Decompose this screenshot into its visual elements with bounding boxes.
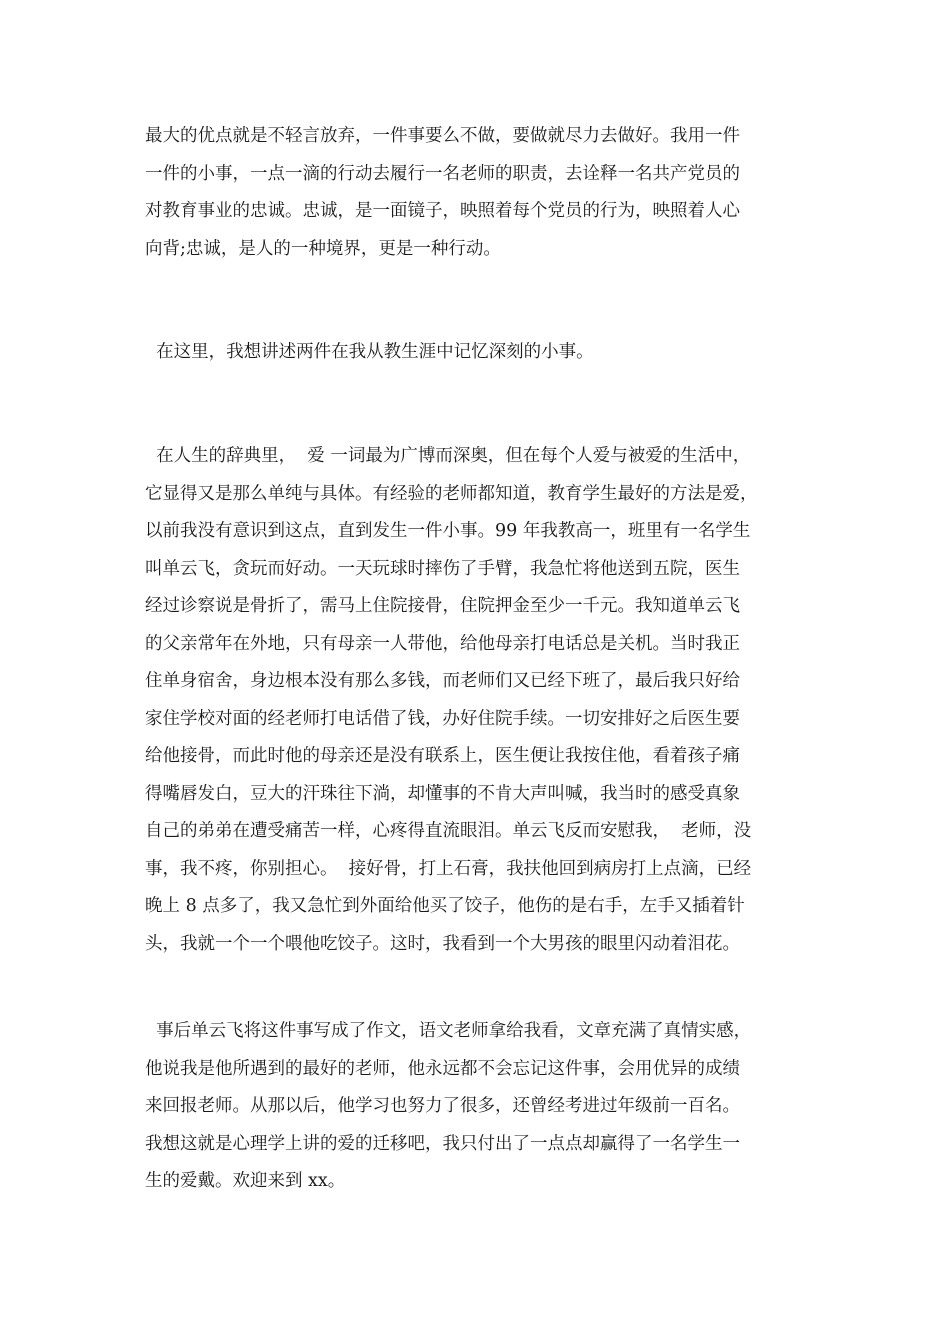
paragraph-loyalty [145,118,740,268]
text-line: 我想这就是心理学上讲的爱的迁移吧，我只付出了一点点却赢得了一名学生一 [145,1133,740,1154]
text-line: 生的爱戴。欢迎来到 xx。 [145,1171,346,1191]
paragraph-story [145,438,758,963]
text-line: 头，我就一个一个喂他吃饺子。这时，我看到一个大男孩的眼里闪动着泪花。 [145,933,740,954]
text-line: 向背;忠诚，是人的一种境界，更是一种行动。 [145,238,501,259]
text-line: 在人生的辞典里， 爱 一词最为广博而深奥，但在每个人爱与被爱的生活中， [145,446,751,466]
text-line: 自己的弟弟在遭受痛苦一样，心疼得直流眼泪。单云飞反而安慰我， 老师，没 [145,821,752,841]
text-line: 给他接骨，而此时他的母亲还是没有联系上，医生便让我按住他，看着孩子痛 [145,746,740,766]
paragraph-aftermath [145,1013,751,1201]
text-line: 住单身宿舍，身边根本没有那么多钱，而老师们又已经下班了，最后我只好给 [145,671,740,691]
text-line: 他说我是他所遇到的最好的老师，他永远都不会忘记这件事，会用优异的成绩 [145,1058,740,1079]
text-line: 得嘴唇发白，豆大的汗珠往下淌，却懂事的不肯大声叫喊，我当时的感受真象 [145,783,740,804]
text-line: 的父亲常年在外地，只有母亲一人带他，给他母亲打电话总是关机。当时我正 [145,633,740,654]
text-line: 叫单云飞，贪玩而好动。一天玩球时摔伤了手臂，我急忙将他送到五院，医生 [145,558,740,579]
text-line: 经过诊察说是骨折了，需马上住院接骨，住院押金至少一千元。我知道单云飞 [145,596,740,616]
text-line: 事，我不疼，你别担心。 接好骨，打上石膏，我扶他回到病房打上点滴，已经 [145,858,752,879]
text-line: 晚上 8 点多了，我又急忙到外面给他买了饺子，他伤的是右手，左手又插着针 [145,896,745,916]
text-line: 事后单云飞将这件事写成了作文，语文老师拿给我看，文章充满了真情实感， [145,1021,752,1041]
text-line: 对教育事业的忠诚。忠诚，是一面镜子，映照着每个党员的行为，映照着人心 [145,201,740,221]
paragraph-intro [145,334,594,372]
text-line: 在这里，我想讲述两件在我从教生涯中记忆深刻的小事。 [145,342,594,362]
text-line: 家住学校对面的经老师打电话借了钱，办好住院手续。一切安排好之后医生要 [145,708,740,729]
text-line: 一件的小事，一点一滴的行动去履行一名老师的职责，去诠释一名共产党员的 [145,163,740,184]
text-line: 来回报老师。从那以后，他学习也努力了很多，还曾经考进过年级前一百名。 [145,1096,740,1116]
text-line: 它显得又是那么单纯与具体。有经验的老师都知道，教育学生最好的方法是爱， [145,483,758,504]
text-line: 以前我没有意识到这点，直到发生一件小事。99 年我教高一，班里有一名学生 [145,521,751,541]
text-line: 最大的优点就是不轻言放弃，一件事要么不做，要做就尽力去做好。我用一件 [145,126,740,146]
